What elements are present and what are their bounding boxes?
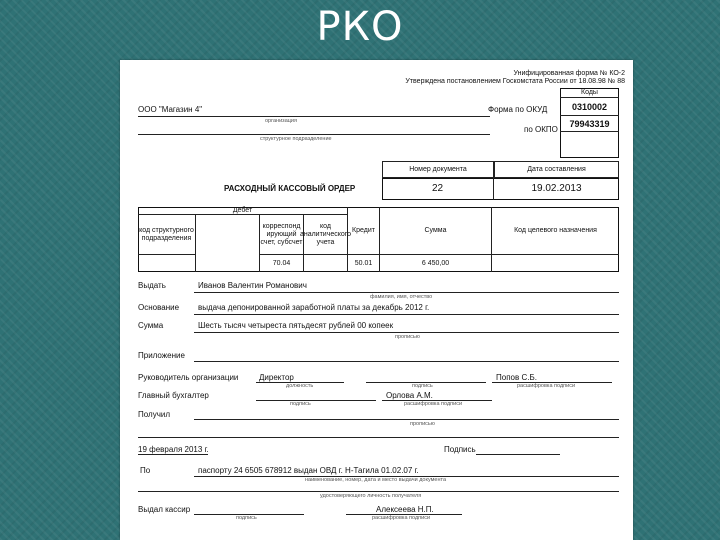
- okud-code: 0310002: [560, 98, 619, 116]
- debit-header: Дебет: [138, 207, 348, 215]
- row-account: 70.04: [260, 255, 304, 272]
- cashier-signature-caption: подпись: [236, 515, 257, 521]
- received-label: Получил: [138, 410, 170, 419]
- accountant-name: Орлова А.М.: [386, 391, 433, 400]
- okud-label: Форма по ОКУД: [488, 105, 548, 114]
- org-caption: организация: [265, 118, 297, 124]
- issue-caption: фамилия, имя, отчество: [370, 294, 433, 300]
- okpo-label: по ОКПО: [524, 125, 558, 134]
- cashier-name: Алексеева Н.П.: [376, 505, 434, 514]
- doc-date: 19.02.2013: [531, 183, 582, 194]
- signed-label: Подпись: [444, 445, 476, 454]
- form-header-2: Утверждена постановлением Госкомстата России от 18.08.98 № 88: [405, 78, 625, 85]
- row-analytic: [304, 255, 348, 272]
- amount-caption: прописью: [410, 421, 435, 427]
- head-position: Директор: [259, 373, 294, 382]
- form-header-1: Унифицированная форма № КО-2: [513, 70, 625, 77]
- codes-label: Коды: [560, 88, 619, 98]
- division-caption: структурное подразделение: [260, 136, 332, 142]
- doc-number-label: Номер документа: [382, 161, 494, 178]
- row-credit: 50.01: [348, 255, 380, 272]
- issue-value: Иванов Валентин Романович: [198, 281, 307, 290]
- head-name: Попов С.Б.: [496, 373, 537, 382]
- passport-caption-2: удостоверяющего личность получателя: [320, 493, 422, 499]
- slide-title: РКО: [316, 4, 404, 50]
- col-account: корреспонд ирующий счет, субсчет: [260, 215, 304, 255]
- head-signature-caption: подпись: [412, 383, 433, 389]
- document-title: РАСХОДНЫЙ КАССОВЫЙ ОРДЕР: [224, 184, 356, 193]
- basis-value: выдача депонированной заработной платы за декабрь 2012 г.: [198, 303, 430, 312]
- col-sum: Сумма: [380, 207, 492, 255]
- accountant-decoding-caption: расшифровка подписи: [404, 401, 463, 407]
- organization-name: ООО "Магазин 4": [138, 105, 203, 114]
- sum-caption: прописью: [395, 334, 420, 340]
- by-label: По: [140, 466, 151, 475]
- col-subunit: код структурного подразделения: [138, 215, 196, 255]
- col-analytic: код аналитического учета: [304, 215, 348, 255]
- cash-order-document: [120, 60, 633, 540]
- basis-label: Основание: [138, 303, 180, 312]
- doc-date-label: Дата составления: [494, 161, 619, 178]
- col-credit: Кредит: [348, 207, 380, 255]
- sum-label: Сумма: [138, 321, 164, 330]
- issue-label: Выдать: [138, 281, 166, 290]
- passport-caption: наименование, номер, дата и место выдачи документа: [305, 477, 447, 483]
- accountant-signature-caption: подпись: [290, 401, 311, 407]
- col-purpose: Код целевого назначения: [492, 207, 619, 255]
- row-subunit: [138, 255, 196, 272]
- date-value: 19 февраля 2013 г.: [138, 445, 209, 454]
- row-sum: 6 450,00: [380, 255, 492, 272]
- doc-number: 22: [382, 178, 494, 200]
- head-decoding-caption: расшифровка подписи: [517, 383, 576, 389]
- sum-value: Шесть тысяч четыреста пятьдесят рублей 00 копеек: [198, 321, 394, 330]
- cashier-label: Выдал кассир: [138, 505, 191, 514]
- head-position-caption: должность: [286, 383, 314, 389]
- okpo-code: 79943319: [560, 116, 619, 132]
- head-label: Руководитель организации: [138, 373, 239, 382]
- passport-value: паспорту 24 6505 678912 выдан ОВД г. Н-Тагила 01.02.07 г.: [198, 466, 419, 475]
- cashier-decoding-caption: расшифровка подписи: [372, 515, 431, 521]
- attach-label: Приложение: [138, 351, 185, 360]
- accountant-label: Главный бухгалтер: [138, 391, 209, 400]
